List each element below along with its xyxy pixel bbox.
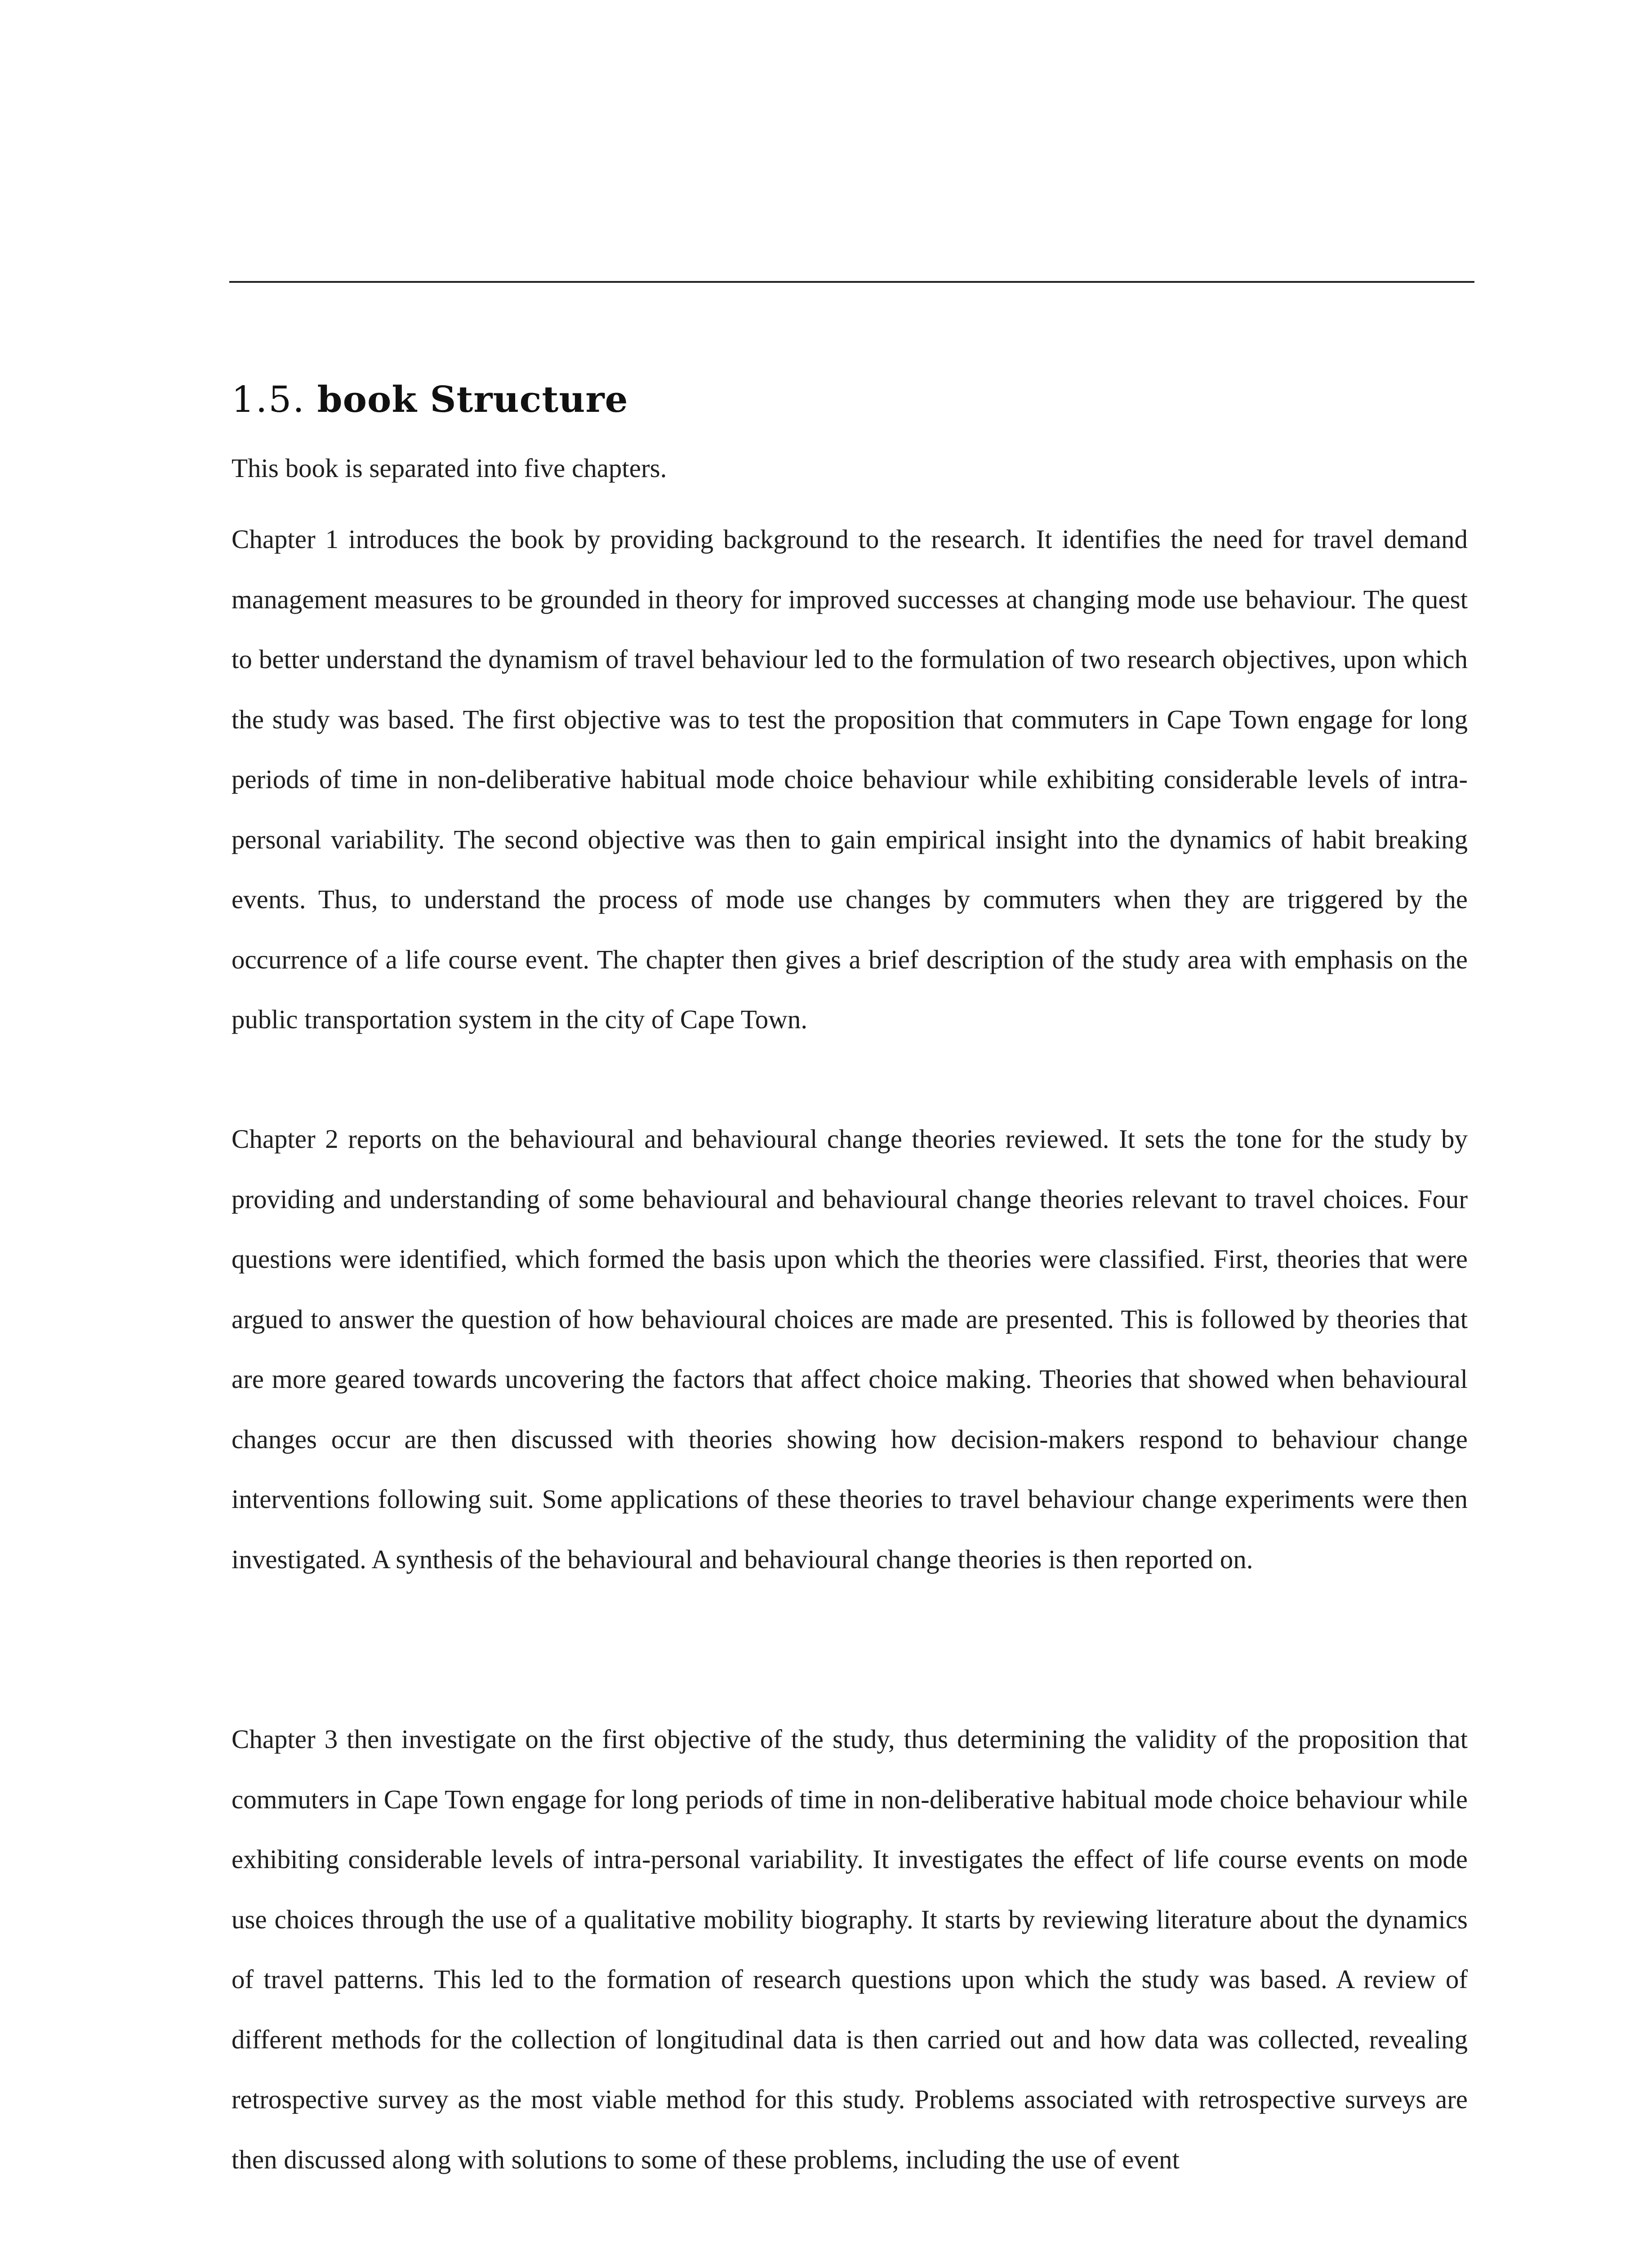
paragraph-chapter-3: Chapter 3 then investigate on the first objective of the study, thus determining the validity of the proposition that commuters in Cape Town engage for long periods of time in non-deliberative habitual mode choice behaviour while exhibiting considerable levels of intra-personal variability. It investigates the effect of life course events on mode use choices through the use of a qualitative mobility biography. It starts by reviewing literature about the dynamics of travel patterns. This led to the formation of research questions upon which the study was based. A review of different methods for the collection of longitudinal data is then carried out and how data was collected, revealing retrospective survey as the most viable method for this study. Problems associated with retrospective surveys are then discussed along with solutions to some of these problems, including the use of event [232,1724,1468,2174]
section-title: book Structure [317,378,628,420]
intro-paragraph: This book is separated into five chapters. [232,453,667,483]
section-heading [232,378,628,420]
paragraph-chapter-2: Chapter 2 reports on the behavioural and behavioural change theories reviewed. It sets the tone for the study by providing and understanding of some behavioural and behavioural change theories relevant to travel choices. Four questions were identified, which formed the basis upon which the theories were classified. First, theories that were argued to answer the question of how behavioural choices are made are presented. This is followed by theories that are more geared towards uncovering the factors that affect choice making. Theories that showed when behavioural changes occur are then discussed with theories showing how decision-makers respond to behaviour change interventions following suit. Some applications of these theories to travel behaviour change experiments were then investigated. A synthesis of the behavioural and behavioural change theories is then reported on. [232,1124,1468,1574]
header-rule [229,281,1474,283]
section-number: 1.5. [232,379,306,420]
paragraph-chapter-1: Chapter 1 introduces the book by providing background to the research. It identifies the need for travel demand management measures to be grounded in theory for improved successes at changing mode use behaviour. The quest to better understand the dynamism of travel behaviour led to the formulation of two research objectives, upon which the study was based. The first objective was to test the proposition that commuters in Cape Town engage for long periods of time in non-deliberative habitual mode choice behaviour while exhibiting considerable levels of intra-personal variability. The second objective was then to gain empirical insight into the dynamics of habit breaking events. Thus, to understand the process of mode use changes by commuters when they are triggered by the occurrence of a life course event. The chapter then gives a brief description of the study area with emphasis on the public transportation system in the city of Cape Town. [232,524,1468,1034]
